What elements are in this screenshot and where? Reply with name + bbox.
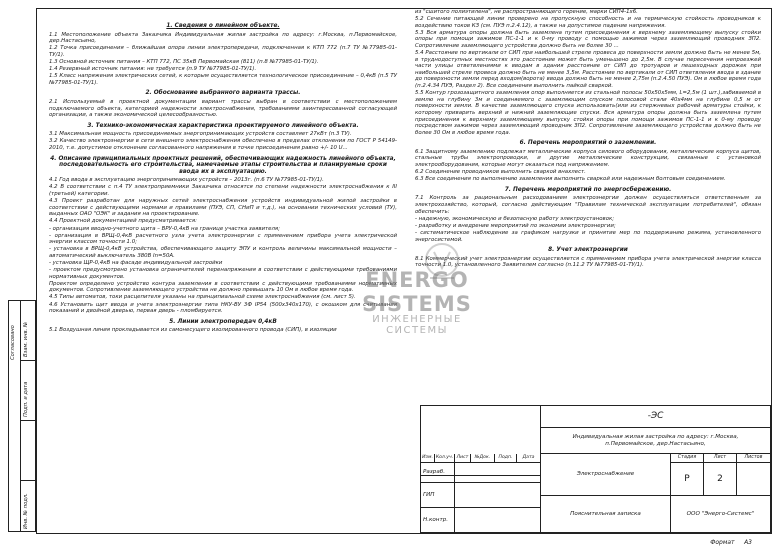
stage-header: Стадия	[671, 454, 704, 463]
doc-name: Пояснительная записка	[541, 496, 671, 533]
col-header: Подп.	[495, 454, 517, 463]
paragraph: 1.1 Местоположение объекта Заказчика Индивидуальная жилая застройка по адресу: г.Москва, п.Первомайское, дер.Настасьино,	[49, 31, 397, 45]
role-signature	[455, 483, 541, 508]
side-cell-label: Инв. № подл.	[23, 493, 29, 529]
side-cell	[21, 421, 35, 481]
section-title: 2. Обоснование выбранного варианта трассы.	[145, 90, 301, 97]
paragraph: 1.2 Точка присоединения – ближайшая опора линии электропередачи, подключенная к КТП 772 (п.7 ТУ №77985-01-ТУ/1).	[49, 45, 397, 58]
sheets-header: Листов	[737, 454, 771, 463]
paragraph: 5.2 Сечение питающей линии проверено на пропускную способность и на термическую стойкость проводников к воздействию токов КЗ (см. ПУЭ п.2.4.12), а также на допустимое падение напряжения.	[415, 16, 761, 29]
paragraph: 6.2 Соединение проводников выполнить сваркой внахлест.	[415, 169, 586, 176]
paragraph: 1.5 Класс напряжения электрических сетей, к которым осуществляется технологическое присоединение – 0,4кВ (п.5 ТУ №77985-01-ТУ/1).	[49, 73, 397, 86]
paragraph: 4.2 В соответствии с п.4 ТУ электроприемники Заказчика относятся по степени надежности электроснабжения к III (третьей) категории.	[49, 184, 397, 198]
side-strip-label: Согласовано	[10, 325, 16, 360]
paragraph: - разработку и внедрение мероприятий по экономии электроэнергии;	[415, 222, 616, 229]
role-developer: Разраб.	[421, 463, 455, 483]
right-text-column	[415, 9, 761, 269]
paragraph: 4.4 Проектной документацией предусматривается:	[49, 218, 197, 225]
col-header: Дата	[517, 454, 541, 463]
section-title: 3. Технико-экономическая характеристика проектируемого линейного объекта.	[87, 122, 359, 129]
sheets-value	[737, 463, 771, 496]
col-header: Лист	[455, 454, 471, 463]
object-name: Индивидуальная жилая застройка по адресу: г.Москва, п.Первомайское, дер.Настасьино,	[541, 428, 771, 454]
paragraph: Проектом определено устройство контура заземления в соответствии с действующими требованиями нормативных документов. Сопротивление заземляющего устройства не должно превышать 10 Ом в любое время года.	[49, 280, 397, 294]
role-signature	[455, 508, 541, 533]
paragraph: 6.3 Все соединения по выполнению заземления выполнить сваркой или надежным болтовым соединением.	[415, 176, 726, 183]
paragraph: 5.3 Вся арматура опоры должна быть заземлена путем присоединения к верхнему заземляющему выпуску стойки опоры при помощи зажимов ПС-1-1 и к 0-му проводу с помощью зажимов через заземляющий проводник ЗП2. Сопротивление заземляющего устройства должно быть не более 30 ...	[415, 29, 761, 49]
watermark-logo-icon	[412, 238, 472, 290]
col-header: Изм.	[421, 454, 435, 463]
watermark-subtitle: ИНЖЕНЕРНЫЕ СИСТЕМЫ	[372, 314, 462, 336]
paragraph: 4.5 Типы автоматов, токи расцепителя указаны на принципиальной схеме электроснабжения (см. лист 5).	[49, 294, 356, 301]
col-header: №Док.	[471, 454, 495, 463]
paragraph: 8.1 Коммерческий учет электроэнергии осуществляется с применением прибора учета электрической энергии класса точности 1.0, установленного Заявителем согласно (п.11.2 ТУ №77985-01-ТУ/1).	[415, 255, 761, 269]
paragraph: - организация в ВРЩ-0,4кВ расчетного узла учета электроэнергии с применением прибора учета электрической энергии классом точности 1.0;	[49, 232, 397, 246]
role-gip: ГИП	[421, 483, 455, 508]
paragraph: 4.6 Установить щит ввода и учета электроэнергии типа НКУ-ВУ 3Ф IP54 (500х340х170), с окошком для считывания показаний и двойной дверью, первая дверь - пломбируется.	[49, 301, 397, 315]
doc-code: -ЭС	[541, 406, 771, 428]
paragraph: из "сшитого полиэтилена", не распространяющего горение, марки СИП4-1х6.	[415, 9, 638, 15]
side-cell-label: Взам. инв. №	[23, 321, 29, 357]
paragraph: - систематическое наблюдение за графиком нагрузки и принятие мер по поддержанию режима, установленного энергосистемой.	[415, 229, 761, 243]
paragraph: 4.3 Проект разработан для наружных сетей электроснабжения устройств индивидуальной жилой застройки в соответствии с действующими нормами и правилами (ПУЭ, СП, СНиП и т.д.), на основании технических условий (ТУ), выданных ОАО "ОЭК" и задания на проектирование.	[49, 198, 397, 218]
role-normcontrol: Н.контр.	[421, 508, 455, 533]
paragraph: - организация вводно-учетного щита – ВРУ-0,4кВ на границе участка заявителя;	[49, 225, 280, 232]
paragraph: - надежную, экономическую и безопасную работу электроустановок;	[415, 215, 615, 222]
section-title: 4. Описание принципиальных проектных решений, обеспечивающих надежность линейного объекта, последовательность его строительства, намечаемые этапы строительства и планируемые сроки ввода их в эксплуатацию.	[50, 155, 396, 175]
sheet-format	[710, 539, 752, 546]
paragraph: 5.1 Воздушная линия прокладывается из самонесущего изолированного провода (СИП), в изоляции	[49, 327, 337, 334]
sheet-header: Лист	[704, 454, 737, 463]
paragraph: 1.4 Резервный источник питания: не требуется (п.9 ТУ №77985-01-ТУ/1).	[49, 66, 257, 73]
section-title: 5. Линии электропередач 0,4кВ	[169, 318, 277, 325]
section-title: 8. Учет электроэнергии	[548, 247, 628, 254]
side-cell-label: Подп. и дата	[23, 381, 29, 417]
drawing-frame	[36, 8, 772, 534]
stage-value: Р	[671, 463, 704, 496]
company-name: ООО "Энерго-Системс"	[671, 496, 771, 533]
col-header: Кол.уч.	[435, 454, 455, 463]
section-title: 7. Перечень мероприятий по энергосбережению.	[504, 186, 672, 193]
section-name: Электроснабжение	[541, 454, 671, 496]
watermark-brand: ENERGO SISTEMS	[362, 268, 472, 316]
role-signature	[455, 463, 541, 483]
paragraph: 2.1 Используемый в проектной документации вариант трассы выбран в соответствии с местоположением подключаемого объекта, категорией надежности электроснабжения, требованиями заинтересованной согласующей организации, а также экономической целесообразностью.	[49, 98, 397, 119]
paragraph: 4.1 Год ввода в эксплуатацию энергопринимающих устройств – 2013г. (п.6 ТУ №77985-01-ТУ/1).	[49, 177, 324, 184]
section-title: 1. Сведения о линейном объекте.	[166, 23, 280, 29]
side-strip	[20, 300, 36, 532]
paragraph: 5.5 Контур грозозащитного заземления опор выполняется из стальной полосы 50х50х5мм, L=2,5м (1 шт.),забиваемой в землю на глубину 3м и соединяемого с заземляющим спуском полосовой стали 40х4мм на глубине 0,5 м от поверхности земли. В качестве заземляющего спуска использовать(или из стержневых рабочей арматуры стойки, к которому приварить верхний и нижний заземляющие спуски. Вся арматура опоры должна быть заземлена путем присоединения к верхнему заземляющему выпуску стойки опоры при помощи зажимов ПС-1-1 и к 0-му проводу посредством зажимов через заземляющий проводник ЗП2. Сопротивление заземляющего устройства должно быть не более 30 Ом в любое время года.	[415, 90, 761, 136]
paragraph: 3.1 Максимальная мощность присоединяемых энергопринимающих устройств составляет 27кВт (п.3 ТУ).	[49, 131, 352, 138]
paragraph: - установка ЩР-0,4кВ на фасаде индивидуальной застройки	[49, 260, 223, 266]
paragraph: - проектом предусмотрено установка ограничителей перенапряжения в соответствии с действующими требованиями нормативных документов.	[49, 267, 397, 280]
left-text-column	[49, 19, 397, 334]
paragraph: 5.4 Расстояние по вертикали от СИП при наибольшей стреле провеса до поверхности земли должно быть не менее 5м, в труднодоступных местностях это расстояние может быть уменьшено до 2,5м. В случае пересечения непроезжей части улицы ответвлениями к вводам в здания расстояние от СИП до тротуаров и пешеходных дорожек при наибольшей стреле провеса должно быть не менее 3,5м. Расстояние по вертикали от СИП ответвления ввода в здание до поверхности земли перед входом(ворота) ввода должно быть не менее 2,75м (п.2.4.50 ПУЭ). Ом в любое время года (п.2.4.34 ПУЭ, Раздел 2). Все соединения выполнить пайкой сваркой.	[415, 50, 761, 90]
paragraph: 1.3 Основной источник питания – КТП 772, ПС 35кВ Первомайская (811) (п.8 №77985-01-ТУ/1).	[49, 58, 319, 65]
paragraph: 3.2 Качество электроэнергии в сети внешнего электроснабжения обеспечено в пределах отклонения по ГОСТ Р 54149-2010, т.е. допустимое отклонение согласованного напряжения в точке присоединения равно +/- 10 U...	[49, 138, 397, 151]
sheet-value: 2	[704, 463, 737, 496]
section-title: 6. Перечень мероприятий о заземлении.	[519, 140, 657, 147]
format-label: Формат	[710, 539, 735, 546]
paragraph: 6.1 Защитному заземлению подлежат металлические корпуса силового оборудования, металлические корпуса щитов, стальные трубы электропроводки, и другие металлические конструкции, связанные с установкой электрооборудования, которые могут оказаться под напряжением.	[415, 148, 761, 169]
format-value: А3	[744, 539, 752, 546]
title-block	[420, 405, 771, 533]
paragraph: 7.1 Контроль за рациональным расходованием электроэнергии должен осуществляться ответственным за электрохозяйство, который, согласно действующим "Правилам технической эксплуатации потребителей", обязан обеспечить:	[415, 195, 761, 215]
paragraph: - установка в ВРЩ-0,4кВ устройства, обеспечивающего защиту ЭПУ и контроль величины максимальной мощности – автоматический выключатель 380В In=50А.	[49, 246, 397, 259]
